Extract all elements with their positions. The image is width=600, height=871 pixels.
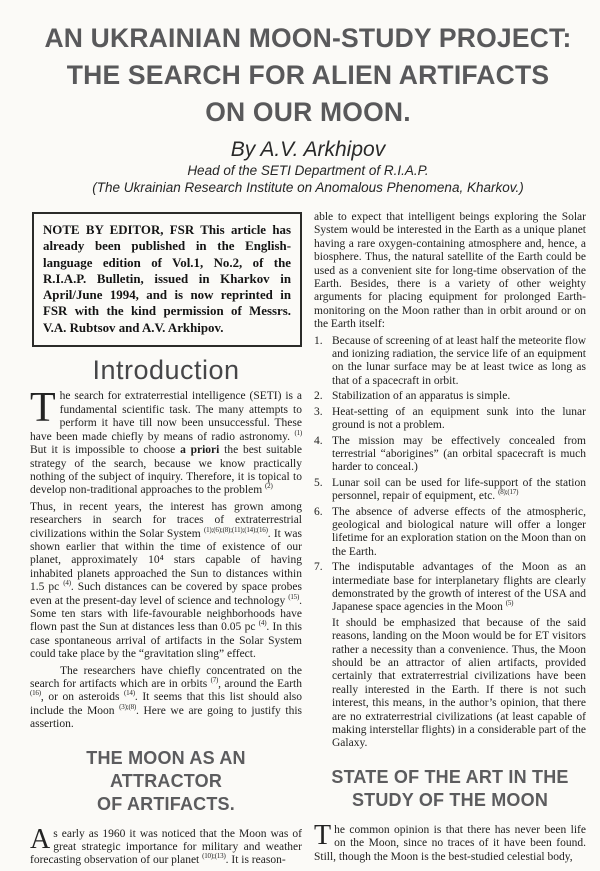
affiliation-role: Head of the SETI Department of R.I.A.P.: [187, 163, 429, 178]
moon-attractor-heading: [30, 747, 302, 816]
moon-attractor-heading-line-1: THE MOON AS AN ATTRACTOR: [86, 747, 246, 791]
title-line-1: AN UKRAINIAN MOON-STUDY PROJECT:: [44, 23, 572, 53]
moon-strategic-paragraph: As early as 1960 it was noticed that the Moon was of great strategic importance for military and weather forecasting observation of our planet $^{(10);(13)}$. It is reason-: [30, 823, 302, 867]
list-item: [314, 506, 586, 560]
list-item-number: 2.: [314, 390, 323, 403]
list-item: [314, 435, 586, 475]
earth-observation-paragraph: able to expect that intelligent beings exploring the Solar System would be interested in the Earth as a unique planet having a rare oxygen-containing atmosphere and, hence, a biosphere. Thus, the natural satellite of the Earth could be used as a convenient site for long-time observation of the Earth. Besides, there is a variety of other weighty arguments for placing equipment for prolonged Earth-monitoring on the Moon rather than in orbit around or on the Earth itself:: [314, 211, 586, 331]
list-item-text: Lunar soil can be used for life-support of the station personnel, repair of equipment, etc. $^{(8);(17)}$: [332, 476, 586, 503]
list-item-number: 4.: [314, 434, 323, 447]
solar-system-paragraph: Thus, in recent years, the interest has grown among researchers in search for traces of extraterrestrial civilizations within the Solar System $^{(1);(6);(8);(11);(14);(16)}$. It was shown earlier that within the time of existence of our planet, approximately 10⁴ stars capable of having inhabited planets approached the Sun to distances within 1.5 pc $^{(4)}$. Such distances can be covered by space probes even at the present-day level of science and technology $^{(15)}$. Some ten stars with life-favourable neighborhoods have flown past the Sun at distances less than 0.05 pc $^{(4)}$. In this case spontaneous arrival of artifacts in the Solar System could take place by the “gravitation sling” effect.: [30, 500, 303, 661]
list-item: [314, 390, 586, 403]
editor-note-box: [32, 212, 302, 347]
byline: By A.V. Arkhipov: [230, 138, 386, 161]
list-item-text: The mission may be effectively concealed from terrestrial “aborigines” (an orbital spacecraft is much harder to conceal.): [332, 434, 586, 474]
list-item: [314, 335, 586, 389]
list-item-text: The indisputable advantages of the Moon as an intermediate base for interplanetary flights are clearly demonstrated by the growth of interest of the USA and Japanese space agencies in the Moon $^{(5)}$: [332, 561, 586, 614]
list-item: [314, 561, 586, 615]
state-of-art-heading-line-1: STATE OF THE ART IN THE: [331, 766, 569, 787]
et-visitors-paragraph: It should be emphasized that because of the said reasons, landing on the Moon would be for ET visitors rather a necessity than a convenience. Thus, the Moon should be an attractor of alien artifacts, provided certainly that extraterrestrial civilizations have been really interested in the Earth. If there is not such interest, this means, in the author’s opinion, that there are no extraterrestrial civilizations (at least capable of making interstellar flights) in a considerable part of the Galaxy.: [332, 616, 586, 750]
state-of-art-heading-line-2: STUDY OF THE MOON: [351, 789, 549, 810]
left-column: [30, 211, 302, 871]
researchers-paragraph: The researchers have chiefly concentrated on the search for artifacts which are in orbits $^{(7)}$, around the Earth $^{(16)}$, or on asteroids $^{(14)}$. It seems that this list should also include the Moon $^{(3);(8)}$. Here we are going to justify this assertion.: [30, 664, 303, 731]
right-column: [314, 211, 586, 871]
list-item-number: 1.: [314, 334, 323, 347]
editor-note-text: NOTE BY EDITOR, FSR This article has already been published in the English-language edition of Vol.1, No.2, of the R.I.A.P. Bulletin, issued in Kharkov in April/June 1994, and is now reprinted in FSR with the kind permission of Messrs. V.A. Rubtsov and A.V. Arkhipov.: [43, 223, 291, 335]
moon-study-paragraph: The common opinion is that there has never been life on the Moon, since no traces of it have been found. Still, though the Moon is the best-studied celestial body,: [314, 819, 586, 863]
affiliation-org: (The Ukrainian Research Institute on Anomalous Phenomena, Kharkov.): [92, 180, 524, 195]
intro-paragraph: The search for extraterrestial intelligence (SETI) is a fundamental scientific task. The many attempts to perform it have till now been unsuccessful. These have been made chiefly by means of radio astronomy. $^{(1)}$ But it is impossible to choose a priori the best suitable strategy of the search, because we know practically nothing of the subject of inquiry. Therefore, it is topical to develop non-traditional approaches to the problem $^{(2)}$: [30, 385, 303, 497]
moon-advantages-list: [314, 335, 586, 615]
article-title: [30, 20, 586, 131]
title-line-2: THE SEARCH FOR ALIEN ARTIFACTS: [66, 60, 550, 90]
introduction-heading: Introduction: [92, 355, 240, 386]
list-item-text: Because of screening of at least half the meteorite flow and ionizing radiation, the service life of an equipment on the lunar surface may be at least twice as long as that of a spacecraft in orbit.: [332, 334, 586, 387]
list-item-number: 3.: [314, 405, 323, 418]
list-item: [314, 406, 586, 433]
list-item-text: Stabilization of an apparatus is simple.: [332, 390, 511, 403]
list-item-number: 7.: [314, 561, 323, 574]
list-item: [314, 477, 586, 504]
title-line-3: ON OUR MOON.: [205, 97, 411, 127]
list-item-text: The absence of adverse effects of the atmospheric, geological and biological nature will offer a longer lifetime for an exploration station on the Moon than on the Earth.: [332, 505, 586, 558]
list-item-number: 5.: [314, 476, 323, 489]
article-columns: [30, 211, 586, 871]
list-item-text: Heat-setting of an equipment sunk into the lunar ground is not a problem.: [332, 405, 586, 432]
moon-attractor-heading-line-2: OF ARTIFACTS.: [97, 793, 235, 814]
state-of-art-heading: [314, 766, 586, 812]
list-item-number: 6.: [314, 505, 323, 518]
